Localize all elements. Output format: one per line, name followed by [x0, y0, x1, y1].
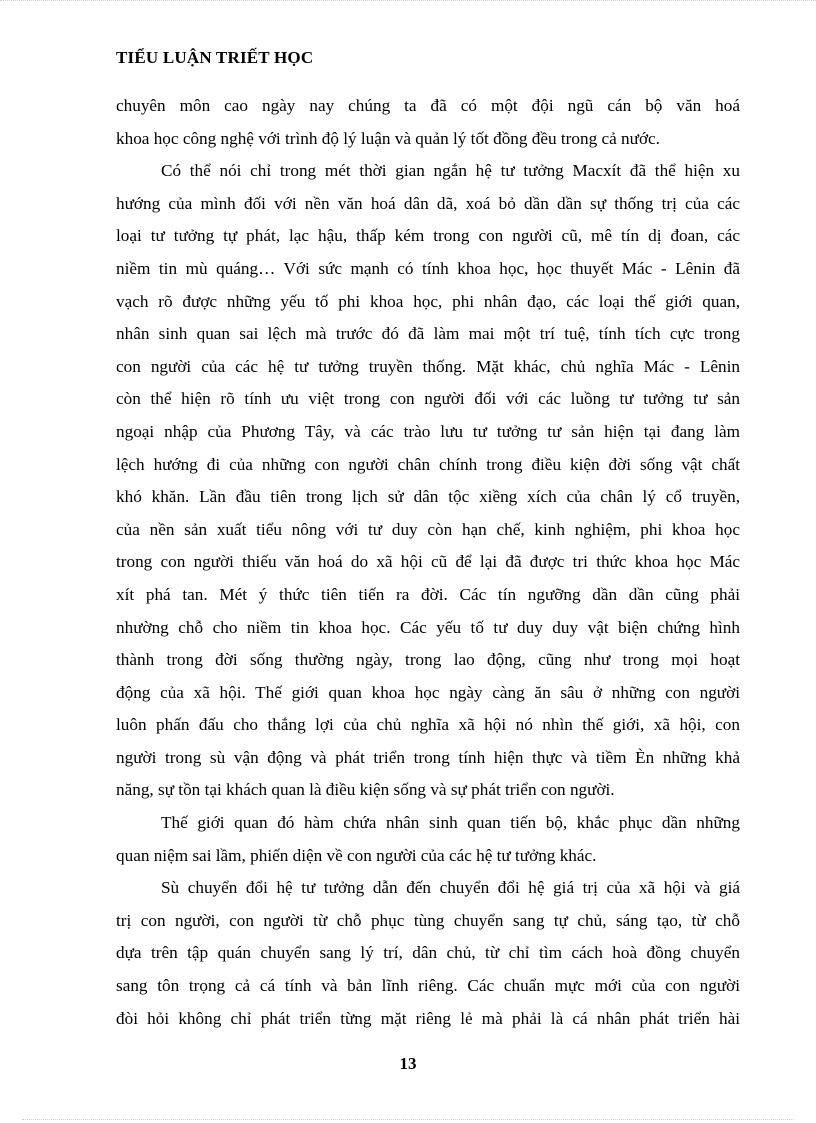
text-line: sang tôn trọng cả cá tính và bản lĩnh riêng. Các chuẩn mực mới của con người	[116, 976, 740, 996]
text-line: của nền sản xuất tiểu nông với tư duy còn hạn chế, kinh nghiệm, phi khoa học	[116, 519, 740, 539]
paragraph-3	[116, 807, 740, 872]
text-line: động của xã hội. Thế giới quan khoa học ngày càng ăn sâu ở những con người	[116, 682, 740, 702]
page-top-border	[0, 0, 816, 1]
text-line: dựa trên tập quán chuyển sang lý trí, dân chủ, từ chỉ tìm cách hoà đồng chuyển	[116, 943, 740, 963]
paragraph-4	[116, 872, 740, 1035]
text-line: đòi hỏi không chỉ phát triển từng mặt riêng lẻ mà phải là cá nhân phát triển hài	[116, 1008, 740, 1028]
text-line: xít phá tan. Mét ý thức tiên tiến ra đời. Các tín ngưỡng dần dần cũng phải	[116, 584, 740, 604]
document-body	[116, 90, 740, 1035]
text-line: nhân sinh quan sai lệch mà trước đó đã làm mai một trí tuệ, tính tích cực trong	[116, 324, 740, 344]
paragraph-2	[116, 155, 740, 807]
text-line: con người của các hệ tư tưởng truyền thống. Mặt khác, chủ nghĩa Mác - Lênin	[116, 356, 740, 376]
text-line: trong con người thiếu văn hoá do xã hội cũ để lại đã được tri thức khoa học Mác	[116, 552, 740, 572]
text-line: chuyên môn cao ngày nay chúng ta đã có một đội ngũ cán bộ văn hoá	[116, 96, 740, 115]
text-line: trị con người, con người từ chỗ phục tùng chuyển sang tự chủ, sáng tạo, từ chỗ	[116, 910, 740, 930]
text-line: còn thể hiện rõ tính ưu việt trong con người đối với các luồng tư tưởng tư sản	[116, 389, 740, 409]
text-line: nhường chỗ cho niềm tin khoa học. Các yếu tố tư duy duy vật biện chứng hình	[116, 617, 740, 637]
text-line: người trong sù vận động và phát triển trong tính hiện thực và tiềm Èn những khả	[116, 747, 740, 767]
text-line: niềm tin mù quáng… Với sức mạnh có tính khoa học, học thuyết Mác - Lênin đã	[116, 258, 740, 278]
text-line: loại tư tưởng tự phát, lạc hậu, thấp kém trong con người cũ, mê tín dị đoan, các	[116, 226, 740, 246]
text-line: lệch hướng đi của những con người chân chính trong điều kiện đời sống vật chất	[116, 454, 740, 474]
text-line: khoa học công nghệ với trình độ lý luận và quản lý tốt đồng đều trong cả nước.	[116, 128, 660, 148]
page-number: 13	[399, 1054, 417, 1073]
page-header-title: TIỂU LUẬN TRIẾT HỌC	[116, 48, 314, 67]
text-line: Thế giới quan đó hàm chứa nhân sinh quan tiến bộ, khắc phục dần những	[161, 813, 740, 833]
text-line: ngoại nhập của Phương Tây, và các trào lưu tư tưởng tư sản hiện tại đang làm	[116, 421, 740, 441]
paragraph-1	[116, 90, 740, 155]
text-line: Sù chuyển đổi hệ tư tưởng dẫn đến chuyển đổi hệ giá trị của xã hội và giá	[161, 878, 740, 898]
text-line: vạch rõ được những yếu tố phi khoa học, phi nhân đạo, các loại thế giới quan,	[116, 291, 740, 311]
page-bottom-border	[22, 1119, 794, 1120]
text-line: hướng của mình đối với nền văn hoá dân dã, xoá bỏ dần dần sự thống trị của các	[116, 193, 740, 213]
text-line: thành trong đời sống thường ngày, trong lao động, cũng như trong mọi hoạt	[116, 650, 740, 670]
text-line: khó khăn. Lần đầu tiên trong lịch sử dân tộc xiềng xích của chân lý cổ truyền,	[116, 487, 740, 507]
text-line: luôn phấn đấu cho thắng lợi của chủ nghĩa xã hội nó nhìn thế giới, xã hội, con	[116, 715, 740, 735]
text-line: quan niệm sai lầm, phiến diện về con người của các hệ tư tưởng khác.	[116, 845, 597, 865]
text-line: Có thể nói chỉ trong mét thời gian ngắn hệ tư tưởng Macxít đã thể hiện xu	[161, 161, 740, 181]
text-line: năng, sự tồn tại khách quan là điều kiện sống và sự phát triển con người.	[116, 780, 615, 800]
